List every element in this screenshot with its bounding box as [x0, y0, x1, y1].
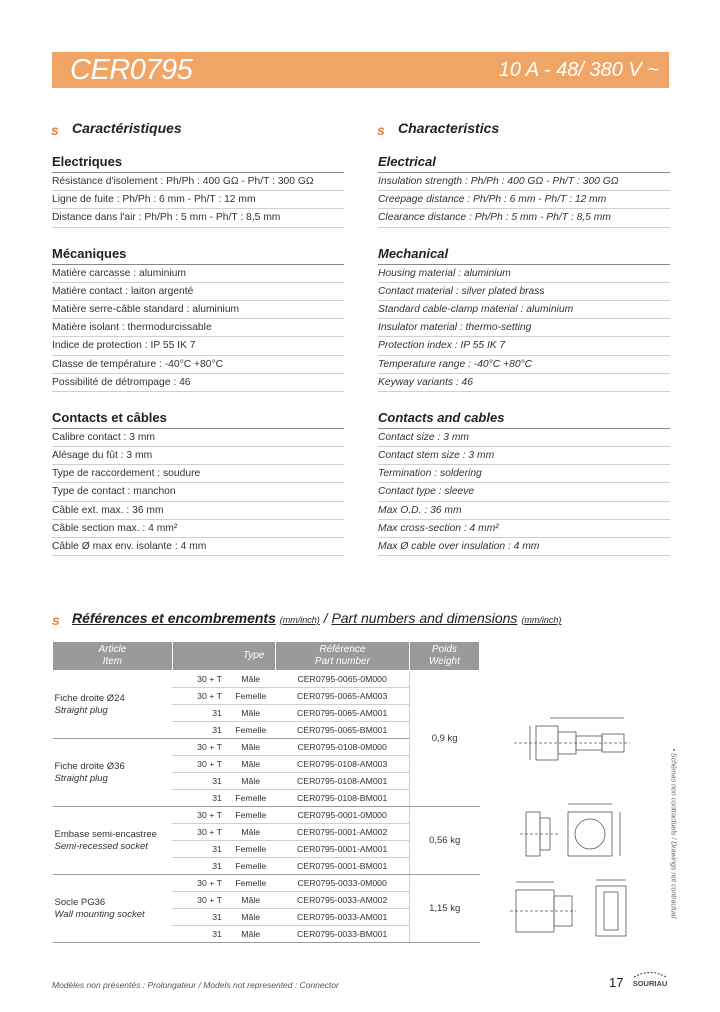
- fr-spec-row: Câble Ø max env. isolante : 4 mm: [52, 538, 344, 556]
- fr-spec-row: Possibilité de détrompage : 46: [52, 374, 344, 392]
- gender-cell: Mâle: [226, 671, 276, 688]
- product-rating: 10 A - 48/ 380 V ~: [498, 59, 659, 81]
- table-row: [53, 807, 480, 824]
- en-spec-row: Housing material : aluminium: [378, 265, 670, 283]
- gender-cell: Mâle: [226, 909, 276, 926]
- fr-group-heading: Electriques: [52, 154, 344, 173]
- contacts-cell: 30 + T: [172, 688, 226, 705]
- spec-groups-en: [378, 154, 670, 556]
- part-number-cell: CER0795-0033-AM001: [276, 909, 410, 926]
- fr-spec-row: Matière carcasse : aluminium: [52, 265, 344, 283]
- part-number-cell: CER0795-0001-0M000: [276, 807, 410, 824]
- gender-cell: Femelle: [226, 875, 276, 892]
- drawings-note: • Schémas non contractuels / Drawings not contractual: [669, 748, 677, 919]
- en-spec-row: Contact material : silver plated brass: [378, 283, 670, 301]
- fr-spec-row: Matière serre-câble standard : aluminium: [52, 301, 344, 319]
- article-name-en: Wall mounting socket: [54, 908, 145, 920]
- contacts-cell: 30 + T: [172, 824, 226, 841]
- en-spec-row: Max Ø cable over insulation : 4 mm: [378, 538, 670, 556]
- gender-cell: Mâle: [226, 773, 276, 790]
- gender-cell: Femelle: [226, 858, 276, 875]
- svg-text:SOURIAU: SOURIAU: [632, 979, 668, 988]
- col-reference: Référence Part number: [276, 642, 410, 671]
- part-number-cell: CER0795-0065-AM003: [276, 688, 410, 705]
- table-row: [53, 875, 480, 892]
- part-number-cell: CER0795-0001-AM001: [276, 841, 410, 858]
- part-number-cell: CER0795-0108-AM001: [276, 773, 410, 790]
- en-spec-row: Max O.D. : 36 mm: [378, 502, 670, 520]
- en-group-heading: Contacts and cables: [378, 410, 670, 429]
- col-weight: Poids Weight: [409, 642, 479, 671]
- fr-spec-row: Classe de température : -40°C +80°C: [52, 356, 344, 374]
- section-title-fr: s Caractéristiques: [51, 120, 182, 138]
- weight-cell: 0,9 kg: [409, 671, 479, 807]
- fr-spec-row: Type de raccordement : soudure: [52, 465, 344, 483]
- article-name-en: Semi-recessed socket: [54, 840, 148, 852]
- contacts-cell: 30 + T: [172, 875, 226, 892]
- wall-mounting-socket-drawing: [510, 880, 626, 936]
- contacts-cell: 30 + T: [172, 807, 226, 824]
- article-name-en: Straight plug: [54, 772, 108, 784]
- contacts-cell: 31: [172, 773, 226, 790]
- section-title-en: s Characteristics: [377, 120, 500, 138]
- en-spec-row: Contact stem size : 3 mm: [378, 447, 670, 465]
- spec-groups-fr: [52, 154, 344, 556]
- fr-group-heading: Contacts et câbles: [52, 410, 344, 429]
- gender-cell: Femelle: [226, 790, 276, 807]
- section-bullet: s: [377, 122, 385, 138]
- characteristics-en: [378, 120, 670, 556]
- fr-spec-row: Câble section max. : 4 mm²: [52, 520, 344, 538]
- contacts-cell: 30 + T: [172, 739, 226, 756]
- fr-spec-row: Ligne de fuite : Ph/Ph : 6 mm - Ph/T : 12 mm: [52, 191, 344, 209]
- col-type: Type: [172, 642, 275, 671]
- references-heading: s Références et encombrements (mm/inch) / Part numbers and dimensions (mm/inch): [52, 610, 562, 628]
- en-spec-row: Clearance distance : Ph/Ph : 5 mm - Ph/T : 8,5 mm: [378, 209, 670, 227]
- en-spec-row: Creepage distance : Ph/Ph : 6 mm - Ph/T : 12 mm: [378, 191, 670, 209]
- contacts-cell: 31: [172, 926, 226, 943]
- contacts-cell: 31: [172, 705, 226, 722]
- contacts-cell: 31: [172, 909, 226, 926]
- footer-note: Modèles non présentés : Prolongateur / Models not represented : Connector: [52, 980, 339, 990]
- contacts-cell: 30 + T: [172, 756, 226, 773]
- en-group-heading: Mechanical: [378, 246, 670, 265]
- part-number-cell: CER0795-0033-0M000: [276, 875, 410, 892]
- article-cell: [53, 807, 173, 875]
- fr-spec-row: Matière contact : laiton argenté: [52, 283, 344, 301]
- semi-recessed-socket-drawing: [520, 804, 620, 856]
- gender-cell: Mâle: [226, 892, 276, 909]
- references-table: [52, 641, 480, 943]
- article-cell: [53, 739, 173, 807]
- article-cell: [53, 671, 173, 739]
- col-article: Article Item: [53, 642, 173, 671]
- dimension-drawings: [510, 700, 655, 950]
- part-number-cell: CER0795-0065-AM001: [276, 705, 410, 722]
- header-banner: [52, 52, 669, 88]
- fr-group-heading: Mécaniques: [52, 246, 344, 265]
- gender-cell: Mâle: [226, 739, 276, 756]
- contacts-cell: 30 + T: [172, 671, 226, 688]
- article-cell: [53, 875, 173, 943]
- table-row: [53, 671, 480, 688]
- article-name-fr: Socle PG36: [54, 896, 106, 908]
- part-number-cell: CER0795-0033-BM001: [276, 926, 410, 943]
- fr-spec-row: Câble ext. max. : 36 mm: [52, 502, 344, 520]
- part-number-cell: CER0795-0108-BM001: [276, 790, 410, 807]
- gender-cell: Mâle: [226, 756, 276, 773]
- part-number-cell: CER0795-0108-AM003: [276, 756, 410, 773]
- part-number-cell: CER0795-0108-0M000: [276, 739, 410, 756]
- contacts-cell: 31: [172, 858, 226, 875]
- en-spec-row: Max cross-section : 4 mm²: [378, 520, 670, 538]
- contacts-cell: 31: [172, 790, 226, 807]
- part-number-cell: CER0795-0065-0M000: [276, 671, 410, 688]
- fr-spec-row: Calibre contact : 3 mm: [52, 429, 344, 447]
- en-spec-row: Contact size : 3 mm: [378, 429, 670, 447]
- gender-cell: Femelle: [226, 841, 276, 858]
- page-number: 17: [609, 975, 624, 990]
- gender-cell: Femelle: [226, 807, 276, 824]
- fr-spec-row: Indice de protection : IP 55 IK 7: [52, 337, 344, 355]
- weight-cell: 0,56 kg: [409, 807, 479, 875]
- part-number-cell: CER0795-0001-BM001: [276, 858, 410, 875]
- gender-cell: Femelle: [226, 722, 276, 739]
- souriau-logo: [628, 968, 672, 990]
- section-bullet: s: [52, 612, 60, 628]
- fr-spec-row: Alésage du fût : 3 mm: [52, 447, 344, 465]
- gender-cell: Femelle: [226, 688, 276, 705]
- en-spec-row: Standard cable-clamp material : aluminium: [378, 301, 670, 319]
- part-number-cell: CER0795-0033-AM002: [276, 892, 410, 909]
- article-name-en: Straight plug: [54, 704, 108, 716]
- contacts-cell: 31: [172, 841, 226, 858]
- en-spec-row: Insulator material : thermo-setting: [378, 319, 670, 337]
- gender-cell: Mâle: [226, 926, 276, 943]
- en-spec-row: Contact type : sleeve: [378, 483, 670, 501]
- en-group-heading: Electrical: [378, 154, 670, 173]
- en-spec-row: Insulation strength : Ph/Ph : 400 GΩ - Ph/T : 300 GΩ: [378, 173, 670, 191]
- article-name-fr: Fiche droite Ø36: [54, 760, 125, 772]
- en-spec-row: Protection index : IP 55 IK 7: [378, 337, 670, 355]
- characteristics-fr: [52, 120, 344, 556]
- gender-cell: Mâle: [226, 705, 276, 722]
- part-number-cell: CER0795-0065-BM001: [276, 722, 410, 739]
- en-spec-row: Termination : soldering: [378, 465, 670, 483]
- gender-cell: Mâle: [226, 824, 276, 841]
- product-title: CER0795: [70, 54, 193, 86]
- fr-spec-row: Type de contact : manchon: [52, 483, 344, 501]
- fr-spec-row: Matière isolant : thermodurcissable: [52, 319, 344, 337]
- weight-cell: 1,15 kg: [409, 875, 479, 943]
- contacts-cell: 31: [172, 722, 226, 739]
- en-spec-row: Temperature range : -40°C +80°C: [378, 356, 670, 374]
- fr-spec-row: Distance dans l'air : Ph/Ph : 5 mm - Ph/T : 8,5 mm: [52, 209, 344, 227]
- contacts-cell: 30 + T: [172, 892, 226, 909]
- straight-plug-drawing: [514, 718, 630, 760]
- fr-spec-row: Résistance d'isolement : Ph/Ph : 400 GΩ - Ph/T : 300 GΩ: [52, 173, 344, 191]
- en-spec-row: Keyway variants : 46: [378, 374, 670, 392]
- section-bullet: s: [51, 122, 59, 138]
- article-name-fr: Fiche droite Ø24: [54, 692, 125, 704]
- part-number-cell: CER0795-0001-AM002: [276, 824, 410, 841]
- article-name-fr: Embase semi-encastree: [54, 828, 157, 840]
